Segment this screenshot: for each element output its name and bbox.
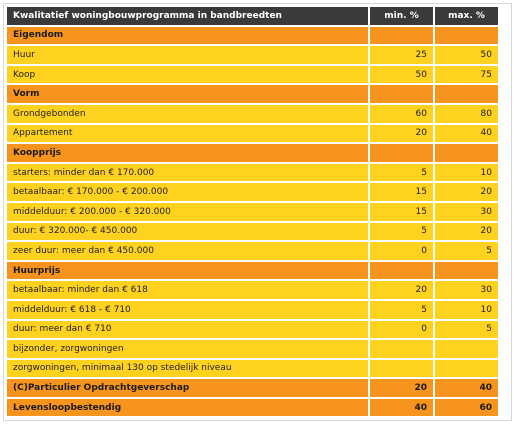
max-value: 30: [435, 203, 498, 221]
table-row: [7, 66, 498, 84]
row-label: bijzonder, zorgwoningen: [7, 340, 368, 358]
total-min-value: 20: [370, 379, 433, 397]
section-min-cell: [370, 262, 433, 280]
total-row: [7, 379, 498, 397]
section-row: [7, 27, 498, 45]
table-row: [7, 105, 498, 123]
row-label: Grondgebonden: [7, 105, 368, 123]
total-min-value: 40: [370, 399, 433, 417]
max-value: 10: [435, 301, 498, 319]
max-value: 75: [435, 66, 498, 84]
min-value: 20: [370, 125, 433, 143]
max-value: 40: [435, 125, 498, 143]
min-value: [370, 360, 433, 378]
max-value: 20: [435, 183, 498, 201]
min-value: 50: [370, 66, 433, 84]
table-header-row: [7, 7, 498, 25]
section-min-cell: [370, 85, 433, 103]
section-row: [7, 85, 498, 103]
row-label: Appartement: [7, 125, 368, 143]
total-max-value: 60: [435, 399, 498, 417]
section-title: Eigendom: [7, 27, 368, 45]
section-title: Koopprijs: [7, 144, 368, 162]
row-label: zeer duur: meer dan € 450.000: [7, 242, 368, 260]
max-value: 5: [435, 242, 498, 260]
table-row: [7, 321, 498, 339]
min-value: 0: [370, 321, 433, 339]
row-label: betaalbaar: minder dan € 618: [7, 281, 368, 299]
max-value: 5: [435, 321, 498, 339]
row-label: duur: meer dan € 710: [7, 321, 368, 339]
total-max-value: 40: [435, 379, 498, 397]
table-row: [7, 183, 498, 201]
section-row: [7, 262, 498, 280]
row-label: zorgwoningen, minimaal 130 op stedelijk niveau: [7, 360, 368, 378]
max-value: 30: [435, 281, 498, 299]
row-label: betaalbaar: € 170.000 - € 200.000: [7, 183, 368, 201]
total-row: [7, 399, 498, 417]
section-title: Huurprijs: [7, 262, 368, 280]
max-value: [435, 340, 498, 358]
table-row: [7, 125, 498, 143]
section-min-cell: [370, 144, 433, 162]
min-value: 15: [370, 203, 433, 221]
min-value: 15: [370, 183, 433, 201]
table-row: [7, 301, 498, 319]
table-row: [7, 281, 498, 299]
max-value: 80: [435, 105, 498, 123]
table-title: Kwalitatief woningbouwprogramma in bandbreedten: [7, 7, 368, 25]
table-row: [7, 203, 498, 221]
max-column-header: max. %: [435, 7, 498, 25]
table-row: [7, 164, 498, 182]
max-value: 50: [435, 46, 498, 64]
min-value: 5: [370, 301, 433, 319]
max-value: 10: [435, 164, 498, 182]
min-column-header: min. %: [370, 7, 433, 25]
min-value: 60: [370, 105, 433, 123]
row-label: starters: minder dan € 170.000: [7, 164, 368, 182]
row-label: duur: € 320.000- € 450.000: [7, 223, 368, 241]
table-row: [7, 360, 498, 378]
table-row: [7, 340, 498, 358]
row-label: middelduur: € 200.000 - € 320.000: [7, 203, 368, 221]
section-title: Vorm: [7, 85, 368, 103]
row-label: Huur: [7, 46, 368, 64]
table-row: [7, 46, 498, 64]
section-min-cell: [370, 27, 433, 45]
row-label: Koop: [7, 66, 368, 84]
section-max-cell: [435, 262, 498, 280]
min-value: 0: [370, 242, 433, 260]
table-row: [7, 223, 498, 241]
min-value: 5: [370, 164, 433, 182]
max-value: 20: [435, 223, 498, 241]
row-label: middelduur: € 618 - € 710: [7, 301, 368, 319]
total-label: (C)Particulier Opdrachtgeverschap: [7, 379, 368, 397]
section-max-cell: [435, 144, 498, 162]
section-row: [7, 144, 498, 162]
section-max-cell: [435, 27, 498, 45]
min-value: [370, 340, 433, 358]
max-value: [435, 360, 498, 378]
min-value: 20: [370, 281, 433, 299]
table-row: [7, 242, 498, 260]
min-value: 25: [370, 46, 433, 64]
section-max-cell: [435, 85, 498, 103]
min-value: 5: [370, 223, 433, 241]
housing-program-table: [5, 5, 500, 418]
total-label: Levensloopbestendig: [7, 399, 368, 417]
